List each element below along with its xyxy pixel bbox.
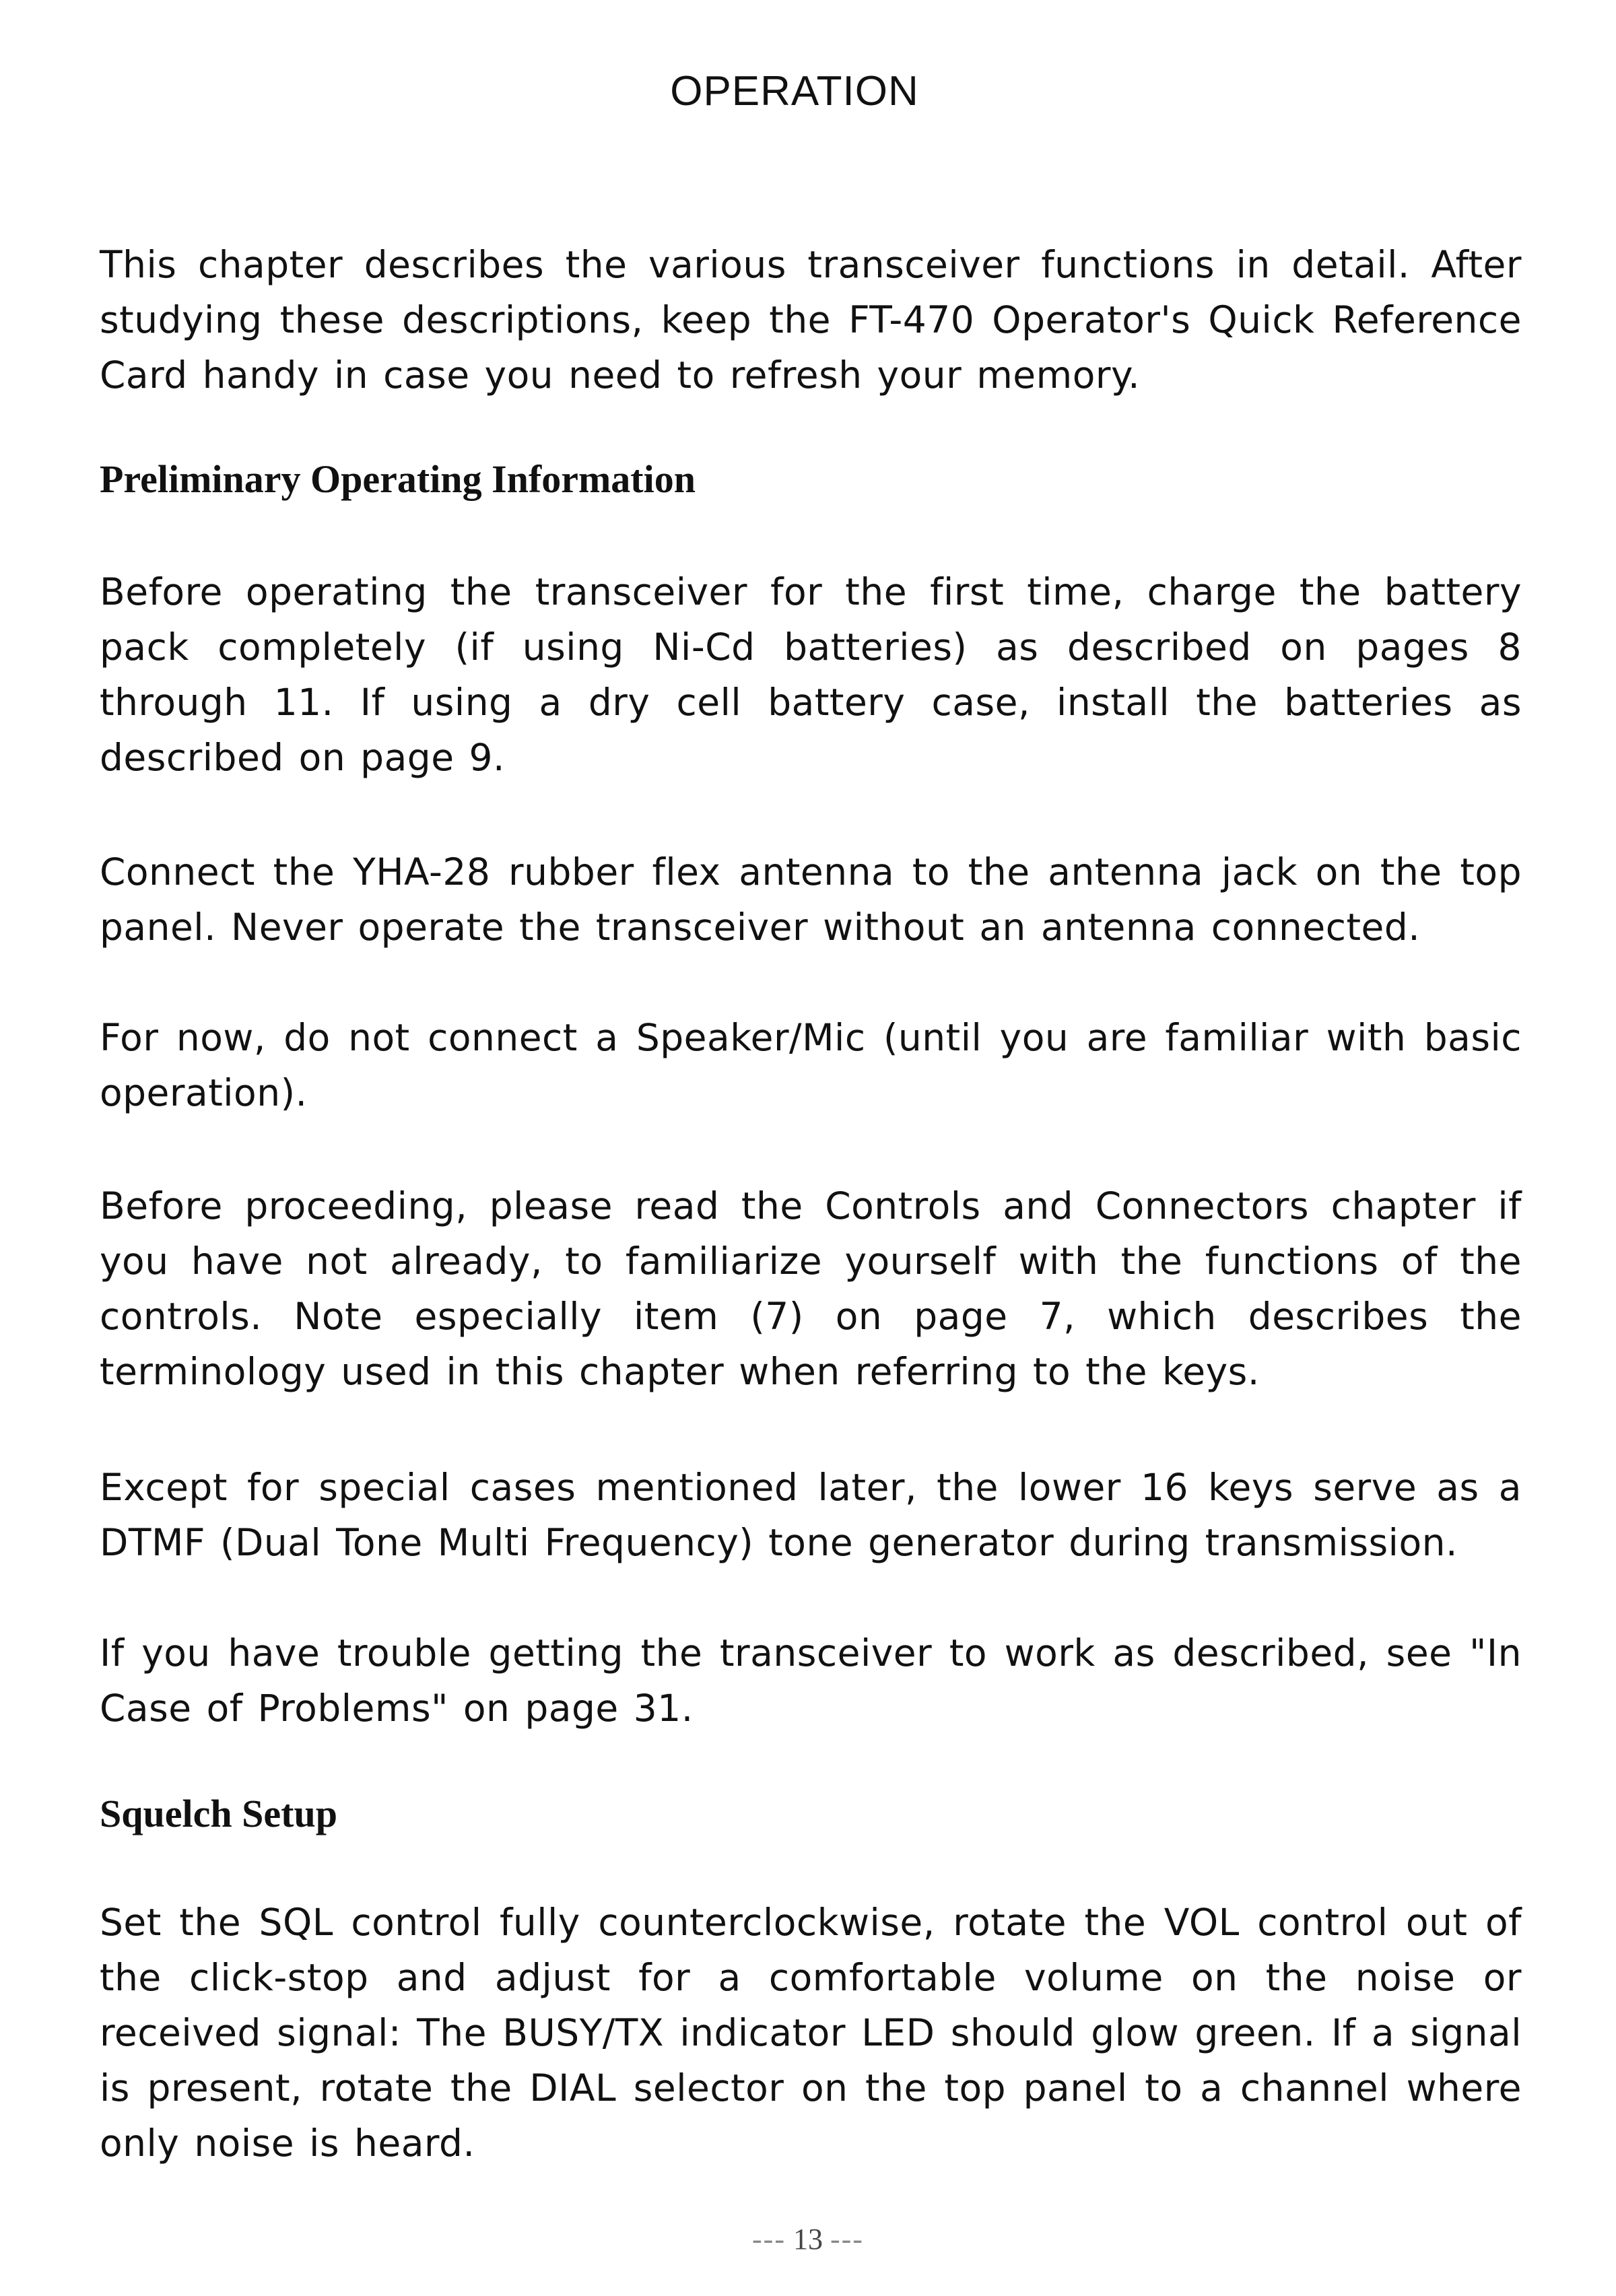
paragraph-controls-chapter: Before proceeding, please read the Controls and Connectors chapter if you have not already, to familiarize yourself with the functions of the controls. Note especially item (7) on page 7, which describes the terminology used in this chapter when referring to the keys. [100,1184,1522,1393]
section-heading-preliminary: Preliminary Operating Information [100,457,696,501]
section-heading-squelch: Squelch Setup [100,1792,337,1835]
page-number-dash-right: --- [830,2223,864,2256]
paragraph-antenna: Connect the YHA-28 rubber flex antenna to the antenna jack on the top panel. Never operate the transceiver without an antenna connected. [100,850,1522,949]
intro-paragraph: This chapter describes the various transceiver functions in detail. After studying these descriptions, keep the FT-470 Operator's Quick Reference Card handy in case you need to refresh your memory. [100,243,1522,397]
page-title: OPERATION [670,68,919,114]
paragraph-speaker-mic: For now, do not connect a Speaker/Mic (until you are familiar with basic operation). [100,1016,1522,1114]
paragraph-squelch-setup: Set the SQL control fully counterclockwise, rotate the VOL control out of the click-stop and adjust for a comfortable volume on the noise or received signal: The BUSY/TX indicator LED should glow green. If a signal is present, rotate the DIAL selector on the top panel to a channel where only noise is heard. [100,1901,1522,2165]
paragraph-charge-battery: Before operating the transceiver for the first time, charge the battery pack completely (if using Ni-Cd batteries) as described on pages 8 through 11. If using a dry cell battery case, install the batteries as described on page 9. [100,570,1522,779]
page-number-value: 13 [793,2223,823,2256]
page-number [0,2222,1616,2256]
page-number-dash-left: --- [752,2223,786,2256]
paragraph-trouble: If you have trouble getting the transceiver to work as described, see "In Case of Problems" on page 31. [100,1631,1522,1730]
paragraph-dtmf: Except for special cases mentioned later, the lower 16 keys serve as a DTMF (Dual Tone Multi Frequency) tone generator during transmission. [100,1466,1522,1564]
